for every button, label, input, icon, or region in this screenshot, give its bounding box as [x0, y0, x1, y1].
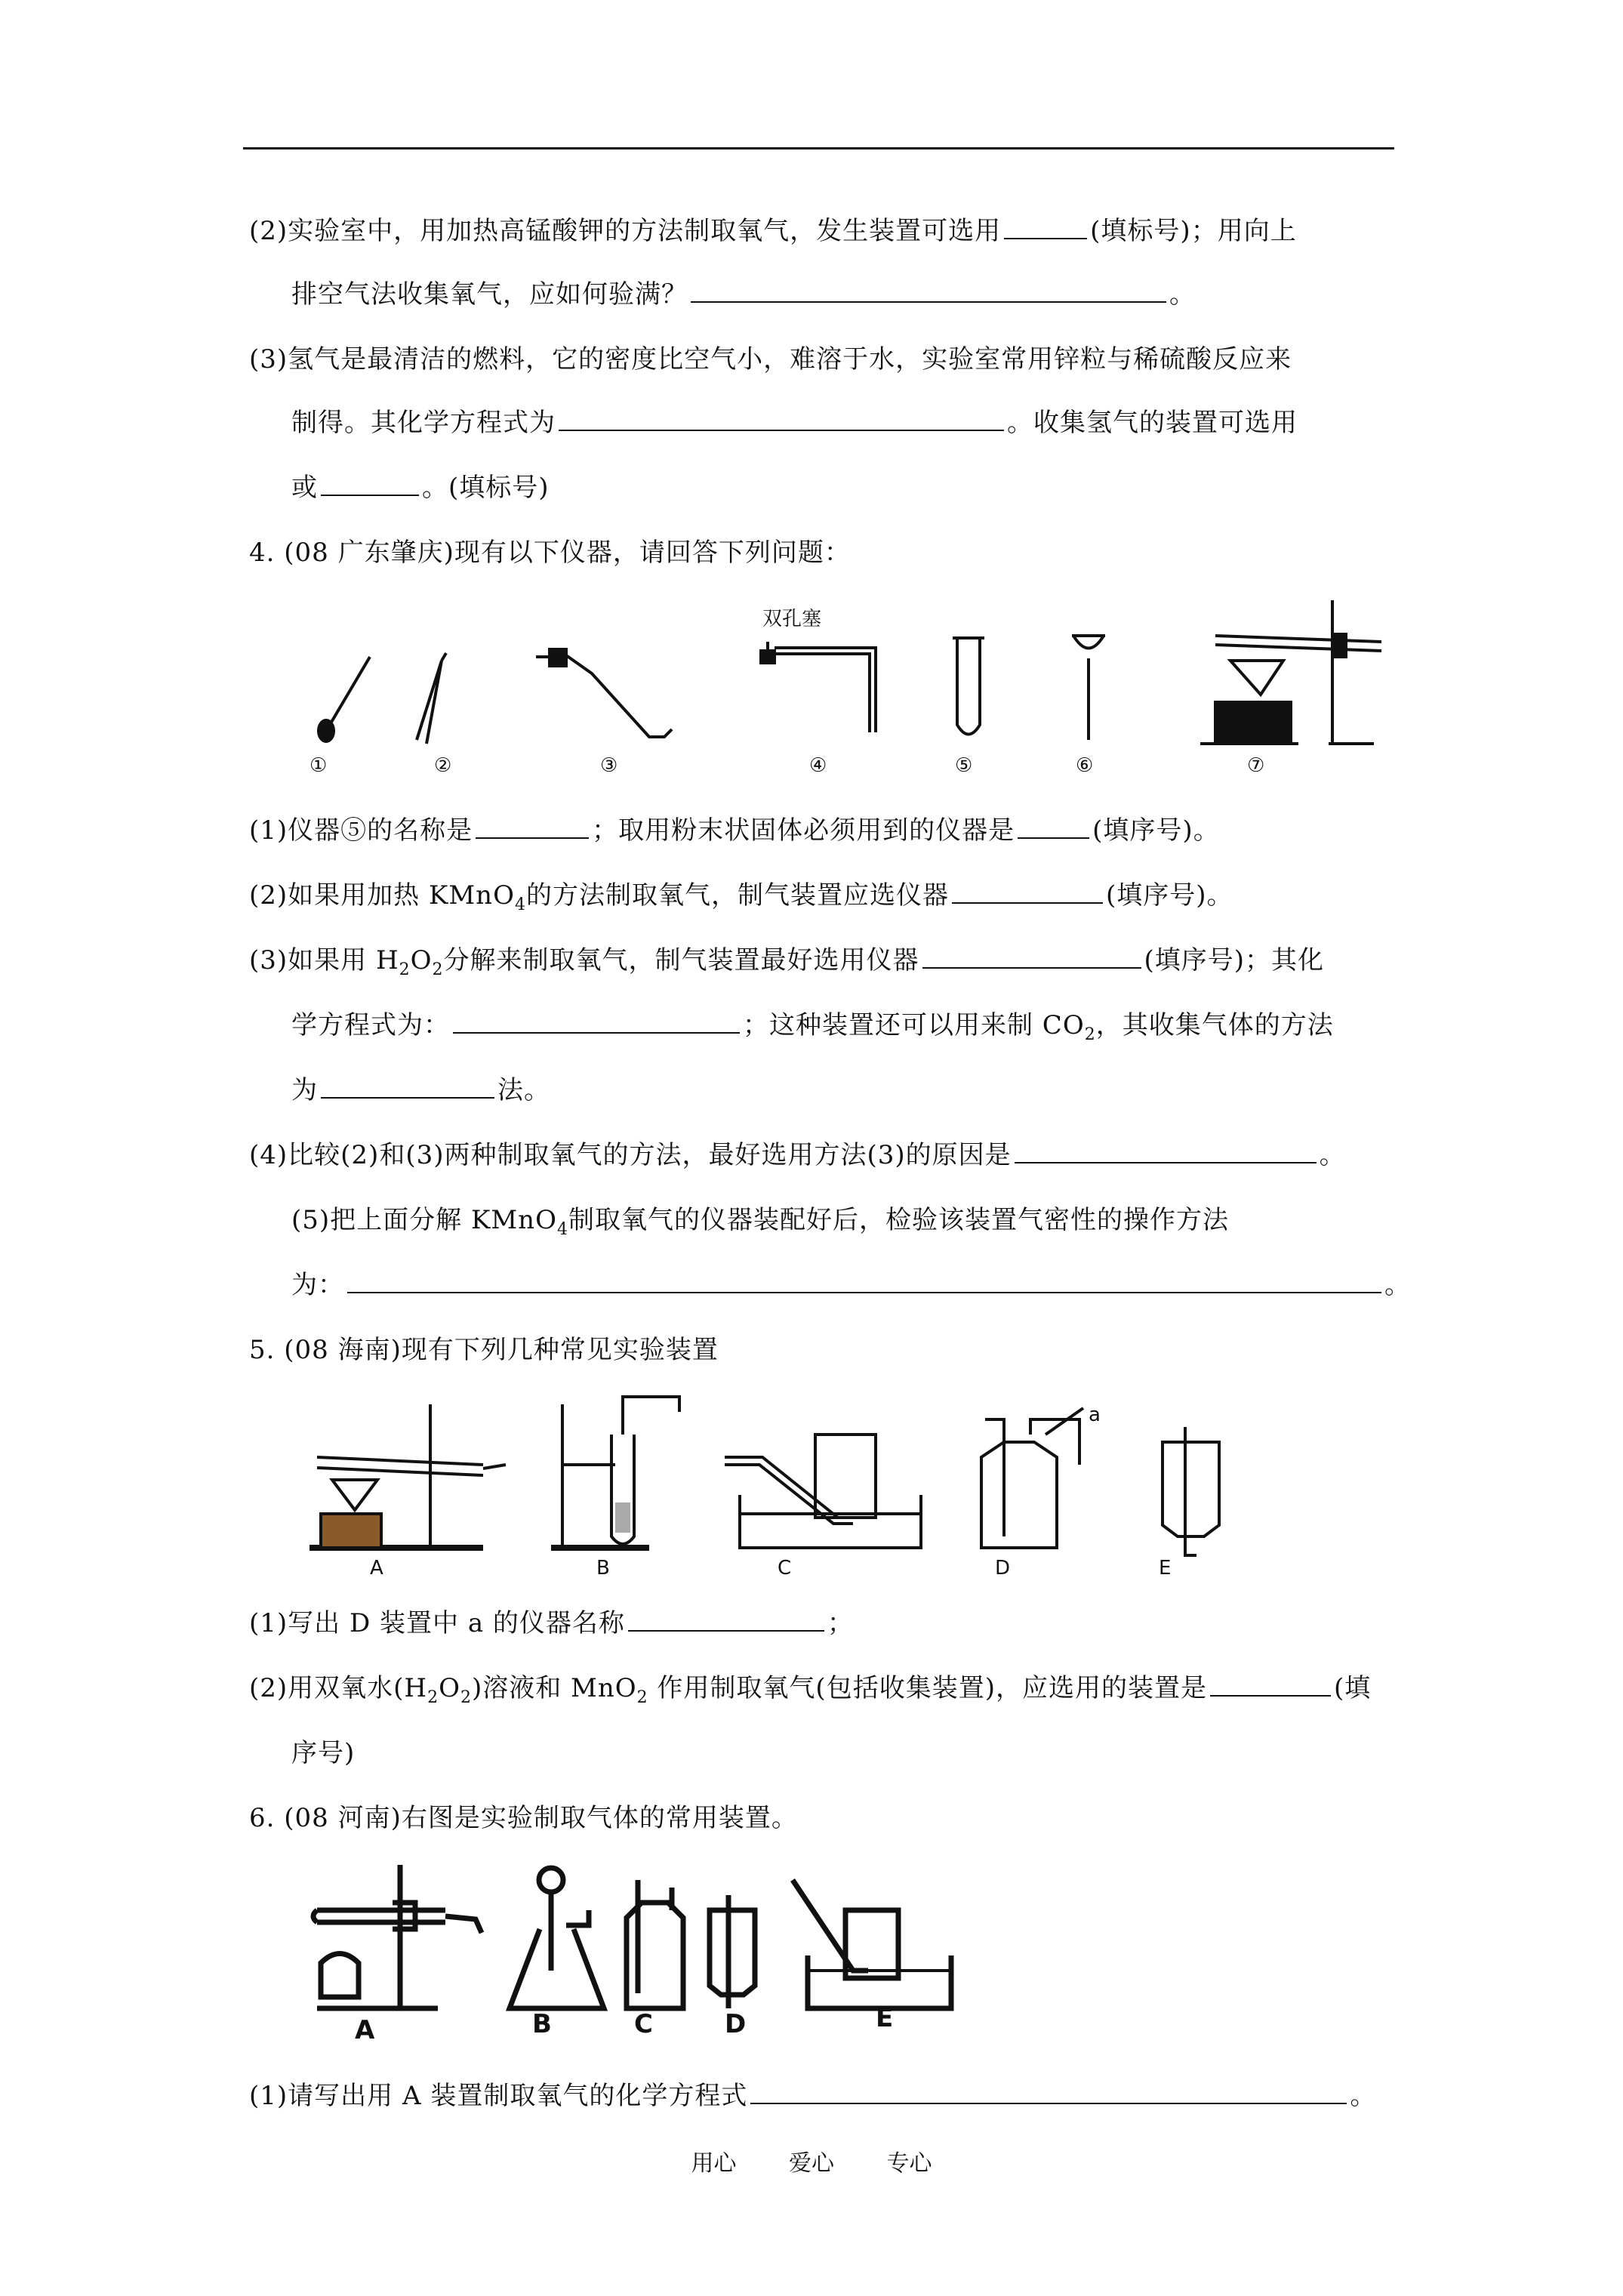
heating-apparatus-icon — [310, 1404, 506, 1548]
answer-blank[interactable] — [321, 472, 419, 496]
apparatus-label-4: ④ — [809, 754, 827, 777]
answer-blank[interactable] — [1015, 1139, 1317, 1163]
answer-blank[interactable] — [321, 1074, 494, 1099]
funnel-icon — [1072, 636, 1105, 740]
footer-text: 专心 — [886, 2150, 932, 2177]
footer-text: 用心 — [691, 2150, 737, 2177]
stopper-label: 双孔塞 — [762, 608, 822, 630]
gas-bottle-icon — [627, 1880, 683, 2008]
q5-apparatus-figure — [302, 1389, 1253, 1578]
apparatus-label-d: D — [725, 2009, 747, 2039]
medicine-spoon-icon — [319, 657, 370, 741]
apparatus-label-c: C — [634, 2009, 653, 2039]
mark-a-label: a — [1089, 1404, 1101, 1426]
tweezers-icon — [417, 653, 446, 744]
page-footer — [0, 2144, 1623, 2177]
apparatus-label-a: A — [370, 1557, 383, 1578]
apparatus-label-a: A — [355, 2015, 375, 2045]
gas-bottle-icon — [981, 1408, 1083, 1548]
q4-part5-line1: (5)把上面分解 KMnO$_4$制取氧气的仪器装配好后，检验该装置气密性的操作方法 — [291, 1205, 1229, 1239]
q5-part2-line1: (2)用双氧水$(H_2O_2)$溶液和 MnO$_2$ 作用制取氧气(包括收集装置)，应选用的装置是 (填 — [249, 1673, 1372, 1707]
q5-part2-line2: 序号) — [291, 1738, 356, 1768]
inverted-bottle-icon — [710, 1895, 755, 2008]
apparatus-label-2: ② — [434, 754, 452, 777]
answer-blank[interactable] — [347, 1269, 1381, 1293]
answer-blank[interactable] — [691, 279, 1166, 303]
answer-blank[interactable] — [1004, 215, 1087, 239]
answer-blank[interactable] — [628, 1607, 824, 1632]
apparatus-label-c: C — [778, 1557, 792, 1578]
q4-apparatus-figure — [287, 589, 1434, 778]
answer-blank[interactable] — [1018, 815, 1089, 839]
q3-part3-line2: 制得。其化学方程式为 。收集氢气的装置可选用 — [291, 408, 1298, 438]
apparatus-label-e: E — [876, 2003, 894, 2033]
inverted-bottle-icon — [1163, 1427, 1219, 1555]
answer-blank[interactable] — [453, 1009, 740, 1034]
apparatus-label-6: ⑥ — [1076, 754, 1094, 777]
header-rule — [243, 147, 1394, 149]
apparatus-label-b: B — [532, 2009, 552, 2039]
q4-part5-line2: 为： 。 — [291, 1270, 1411, 1300]
apparatus-label-d: D — [995, 1557, 1011, 1578]
footer-text: 爱心 — [789, 2150, 834, 2177]
apparatus-label-3: ③ — [600, 754, 618, 777]
answer-blank[interactable] — [1210, 1672, 1331, 1697]
conical-flask-icon — [510, 1868, 604, 2008]
test-tube-icon — [953, 638, 984, 735]
q4-part4: (4)比较(2)和(3)两种制取氧气的方法，最好选用方法(3)的原因是 。 — [249, 1140, 1346, 1170]
q4-part3-line2: 学方程式为： ；这种装置还可以用来制 $CO_2$，其收集气体的方法 — [291, 1010, 1334, 1044]
water-trough-icon — [793, 1880, 951, 2008]
apparatus-label-b: B — [596, 1557, 610, 1578]
q5-part1: (1)写出 D 装置中 a 的仪器名称 ； — [249, 1608, 854, 1638]
q6-part1: (1)请写出用 A 装置制取氧气的化学方程式 。 — [249, 2081, 1377, 2111]
q4-part2: (2)如果用加热 KMnO$_4$的方法制取氧气，制气装置应选仪器 (填序号)。 — [249, 880, 1233, 914]
two-hole-stopper-icon — [761, 642, 876, 732]
q3-part3-line3: 或 。(填标号) — [291, 473, 550, 503]
glass-tube-icon — [536, 649, 672, 737]
apparatus-label-5: ⑤ — [955, 754, 973, 777]
test-tube-stand-icon — [551, 1397, 679, 1548]
q4-part3-line3: 为 法。 — [291, 1075, 550, 1105]
apparatus-label-1: ① — [310, 754, 328, 777]
answer-blank[interactable] — [750, 2080, 1347, 2104]
answer-blank[interactable] — [952, 880, 1103, 904]
q6-title: 6. (08 河南)右图是实验制取气体的常用装置。 — [249, 1803, 798, 1833]
q3-part2-line2: 排空气法收集氧气，应如何验满？ 。 — [291, 279, 1196, 310]
q4-part3-line1: (3)如果用 $H_2O_2$分解来制取氧气，制气装置最好选用仪器 (填序号)；其化 — [249, 945, 1325, 979]
q6-apparatus-figure — [302, 1857, 996, 2046]
answer-blank[interactable] — [476, 815, 589, 839]
q4-title: 4. (08 广东肇庆)现有以下仪器，请回答下列问题： — [249, 538, 851, 568]
q5-title: 5. (08 海南)现有下列几种常见实验装置 — [249, 1335, 719, 1365]
q3-part2-line1: (2)实验室中，用加热高锰酸钾的方法制取氧气，发生装置可选用 (填标号)；用向上 — [249, 216, 1297, 246]
answer-blank[interactable] — [559, 407, 1004, 431]
answer-blank[interactable] — [922, 945, 1141, 969]
water-trough-icon — [725, 1435, 921, 1548]
iron-stand-icon — [1200, 600, 1381, 744]
q4-part1: (1)仪器⑤的名称是 ；取用粉末状固体必须用到的仪器是 (填序号)。 — [249, 815, 1220, 846]
apparatus-label-7: ⑦ — [1247, 754, 1265, 777]
q3-part3-line1: (3)氢气是最清洁的燃料，它的密度比空气小，难溶于水，实验室常用锌粒与稀硫酸反应来 — [249, 344, 1292, 374]
apparatus-label-e: E — [1159, 1557, 1172, 1578]
heating-apparatus-icon — [313, 1865, 482, 2008]
